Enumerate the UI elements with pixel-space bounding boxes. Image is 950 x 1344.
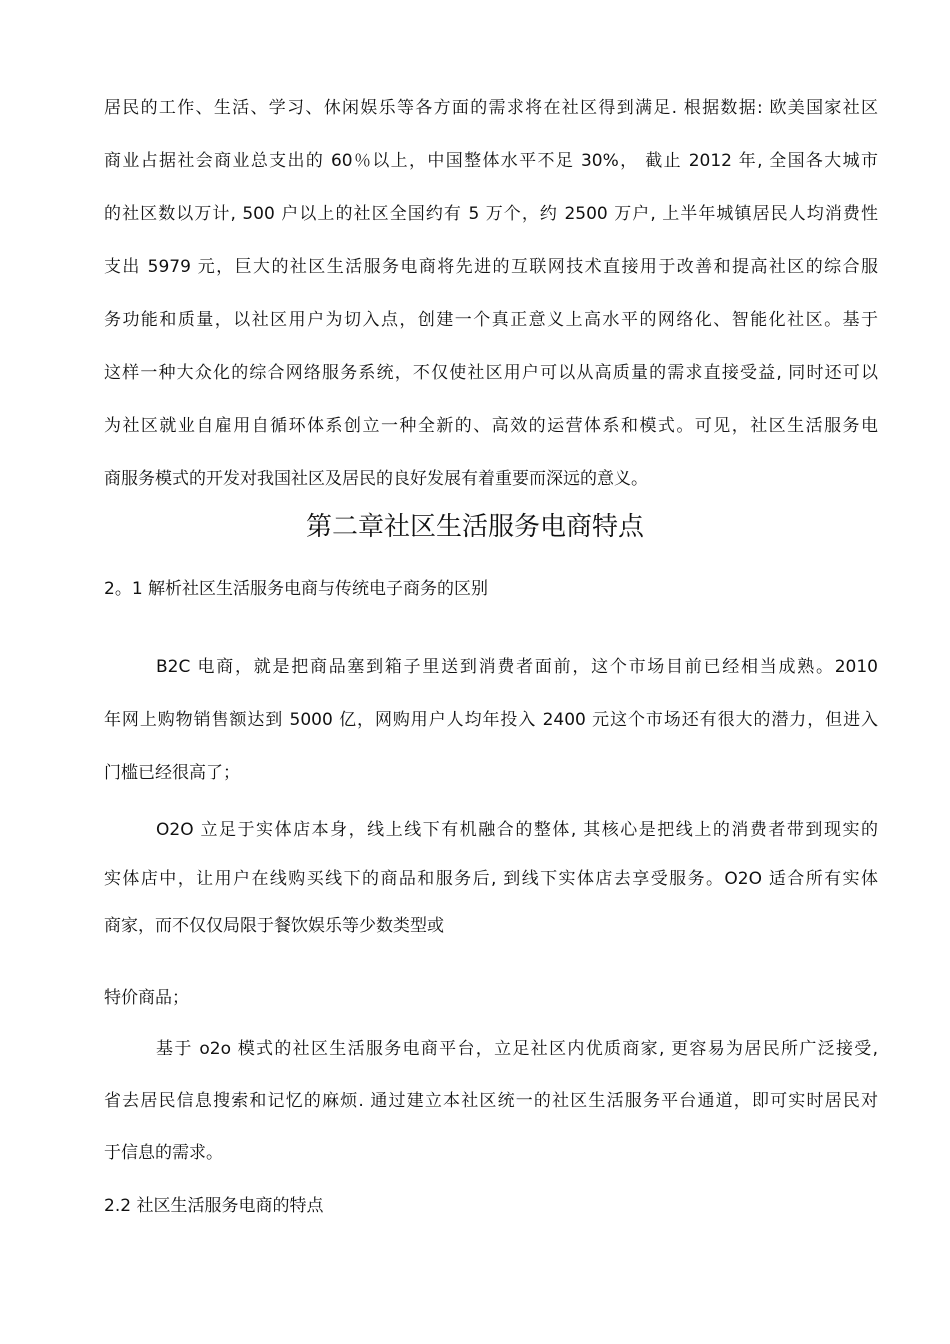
b2c-paragraph-line: 年网上购物销售额达到 5000 亿，网购用户人均年投入 2400 元这个市场还有很大的潜力，但进入 [104, 710, 878, 730]
intro-paragraph-line: 的社区数以万计, 500 户以上的社区全国约有 5 万个，约 2500 万户, 上半年城镇居民人均消费性 [104, 204, 878, 224]
special-goods-line: 特价商品； [104, 988, 189, 1008]
chapter-title: 第二章社区生活服务电商特点 [305, 512, 644, 542]
o2o-paragraph-line: O2O 立足于实体店本身，线上线下有机融合的整体, 其核心是把线上的消费者带到现实的 [156, 820, 878, 840]
section-heading-2-1: 2。1 解析社区生活服务电商与传统电子商务的区别 [104, 579, 489, 599]
b2c-paragraph-line: B2C 电商，就是把商品塞到箱子里送到消费者面前，这个市场目前已经相当成熟。2010 [156, 657, 878, 677]
platform-paragraph-line: 于信息的需求。 [104, 1143, 223, 1163]
intro-paragraph-line: 为社区就业自雇用自循环体系创立一种全新的、高效的运营体系和模式。可见，社区生活服务电 [104, 416, 878, 436]
intro-paragraph-line: 商服务模式的开发对我国社区及居民的良好发展有着重要而深远的意义。 [104, 469, 648, 489]
platform-paragraph-line: 基于 o2o 模式的社区生活服务电商平台，立足社区内优质商家, 更容易为居民所广泛接受, [156, 1039, 878, 1059]
o2o-paragraph-line: 商家，而不仅仅局限于餐饮娱乐等少数类型或 [104, 916, 444, 936]
intro-paragraph-line: 居民的工作、生活、学习、休闲娱乐等各方面的需求将在社区得到满足. 根据数据: 欧美国家社区 [104, 98, 878, 118]
intro-paragraph-line: 支出 5979 元，巨大的社区生活服务电商将先进的互联网技术直接用于改善和提高社区的综合服 [104, 257, 878, 277]
o2o-paragraph-line: 实体店中，让用户在线购买线下的商品和服务后, 到线下实体店去享受服务。O2O 适合所有实体 [104, 869, 878, 889]
intro-paragraph-line: 商业占据社会商业总支出的 60％以上，中国整体水平不足 30%， 截止 2012 年, 全国各大城市 [104, 151, 878, 171]
section-heading-2-2: 2.2 社区生活服务电商的特点 [104, 1196, 324, 1216]
intro-paragraph-line: 这样一种大众化的综合网络服务系统，不仅使社区用户可以从高质量的需求直接受益, 同时还可以 [104, 363, 878, 383]
intro-paragraph-line: 务功能和质量，以社区用户为切入点，创建一个真正意义上高水平的网络化、智能化社区。基于 [104, 310, 878, 330]
platform-paragraph-line: 省去居民信息搜索和记忆的麻烦. 通过建立本社区统一的社区生活服务平台通道，即可实时居民对 [104, 1091, 878, 1111]
b2c-paragraph-line: 门槛已经很高了； [104, 763, 240, 783]
